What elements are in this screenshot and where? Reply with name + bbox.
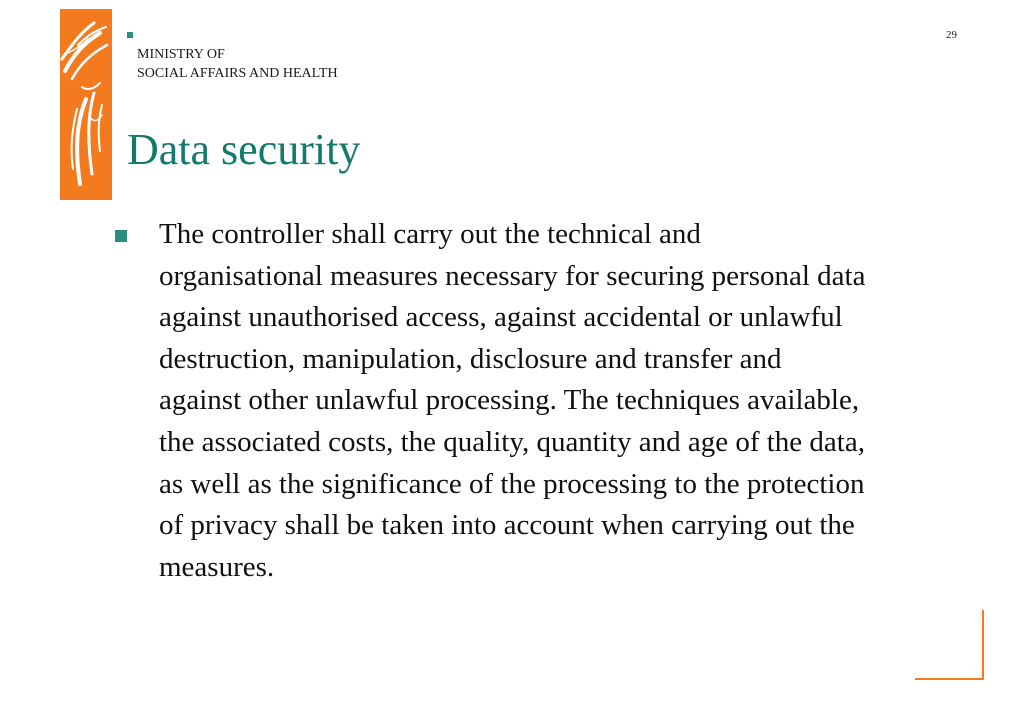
header-accent-square	[127, 32, 133, 38]
ministry-name-line1: MINISTRY OF	[137, 47, 225, 62]
page-number: 29	[946, 29, 957, 41]
ministry-logo-icon	[60, 9, 112, 200]
square-bullet-icon	[115, 230, 127, 242]
slide-title: Data security	[127, 125, 361, 174]
ministry-name-line2: SOCIAL AFFAIRS AND HEALTH	[137, 66, 338, 81]
bullet-text: The controller shall carry out the technical and organisational measures necessary for securing personal data against unauthorised access, against accidental or unlawful destruction, manipulation, disclosure and transfer and against other unlawful processing. The techniques available, the associated costs, the quality, quantity and age of the data, as well as the significance of the processing to the protection of privacy shall be taken into account when carrying out the measures.	[159, 218, 866, 583]
corner-frame-horizontal	[915, 678, 984, 680]
corner-frame-vertical	[982, 610, 984, 680]
ministry-header	[137, 45, 338, 83]
